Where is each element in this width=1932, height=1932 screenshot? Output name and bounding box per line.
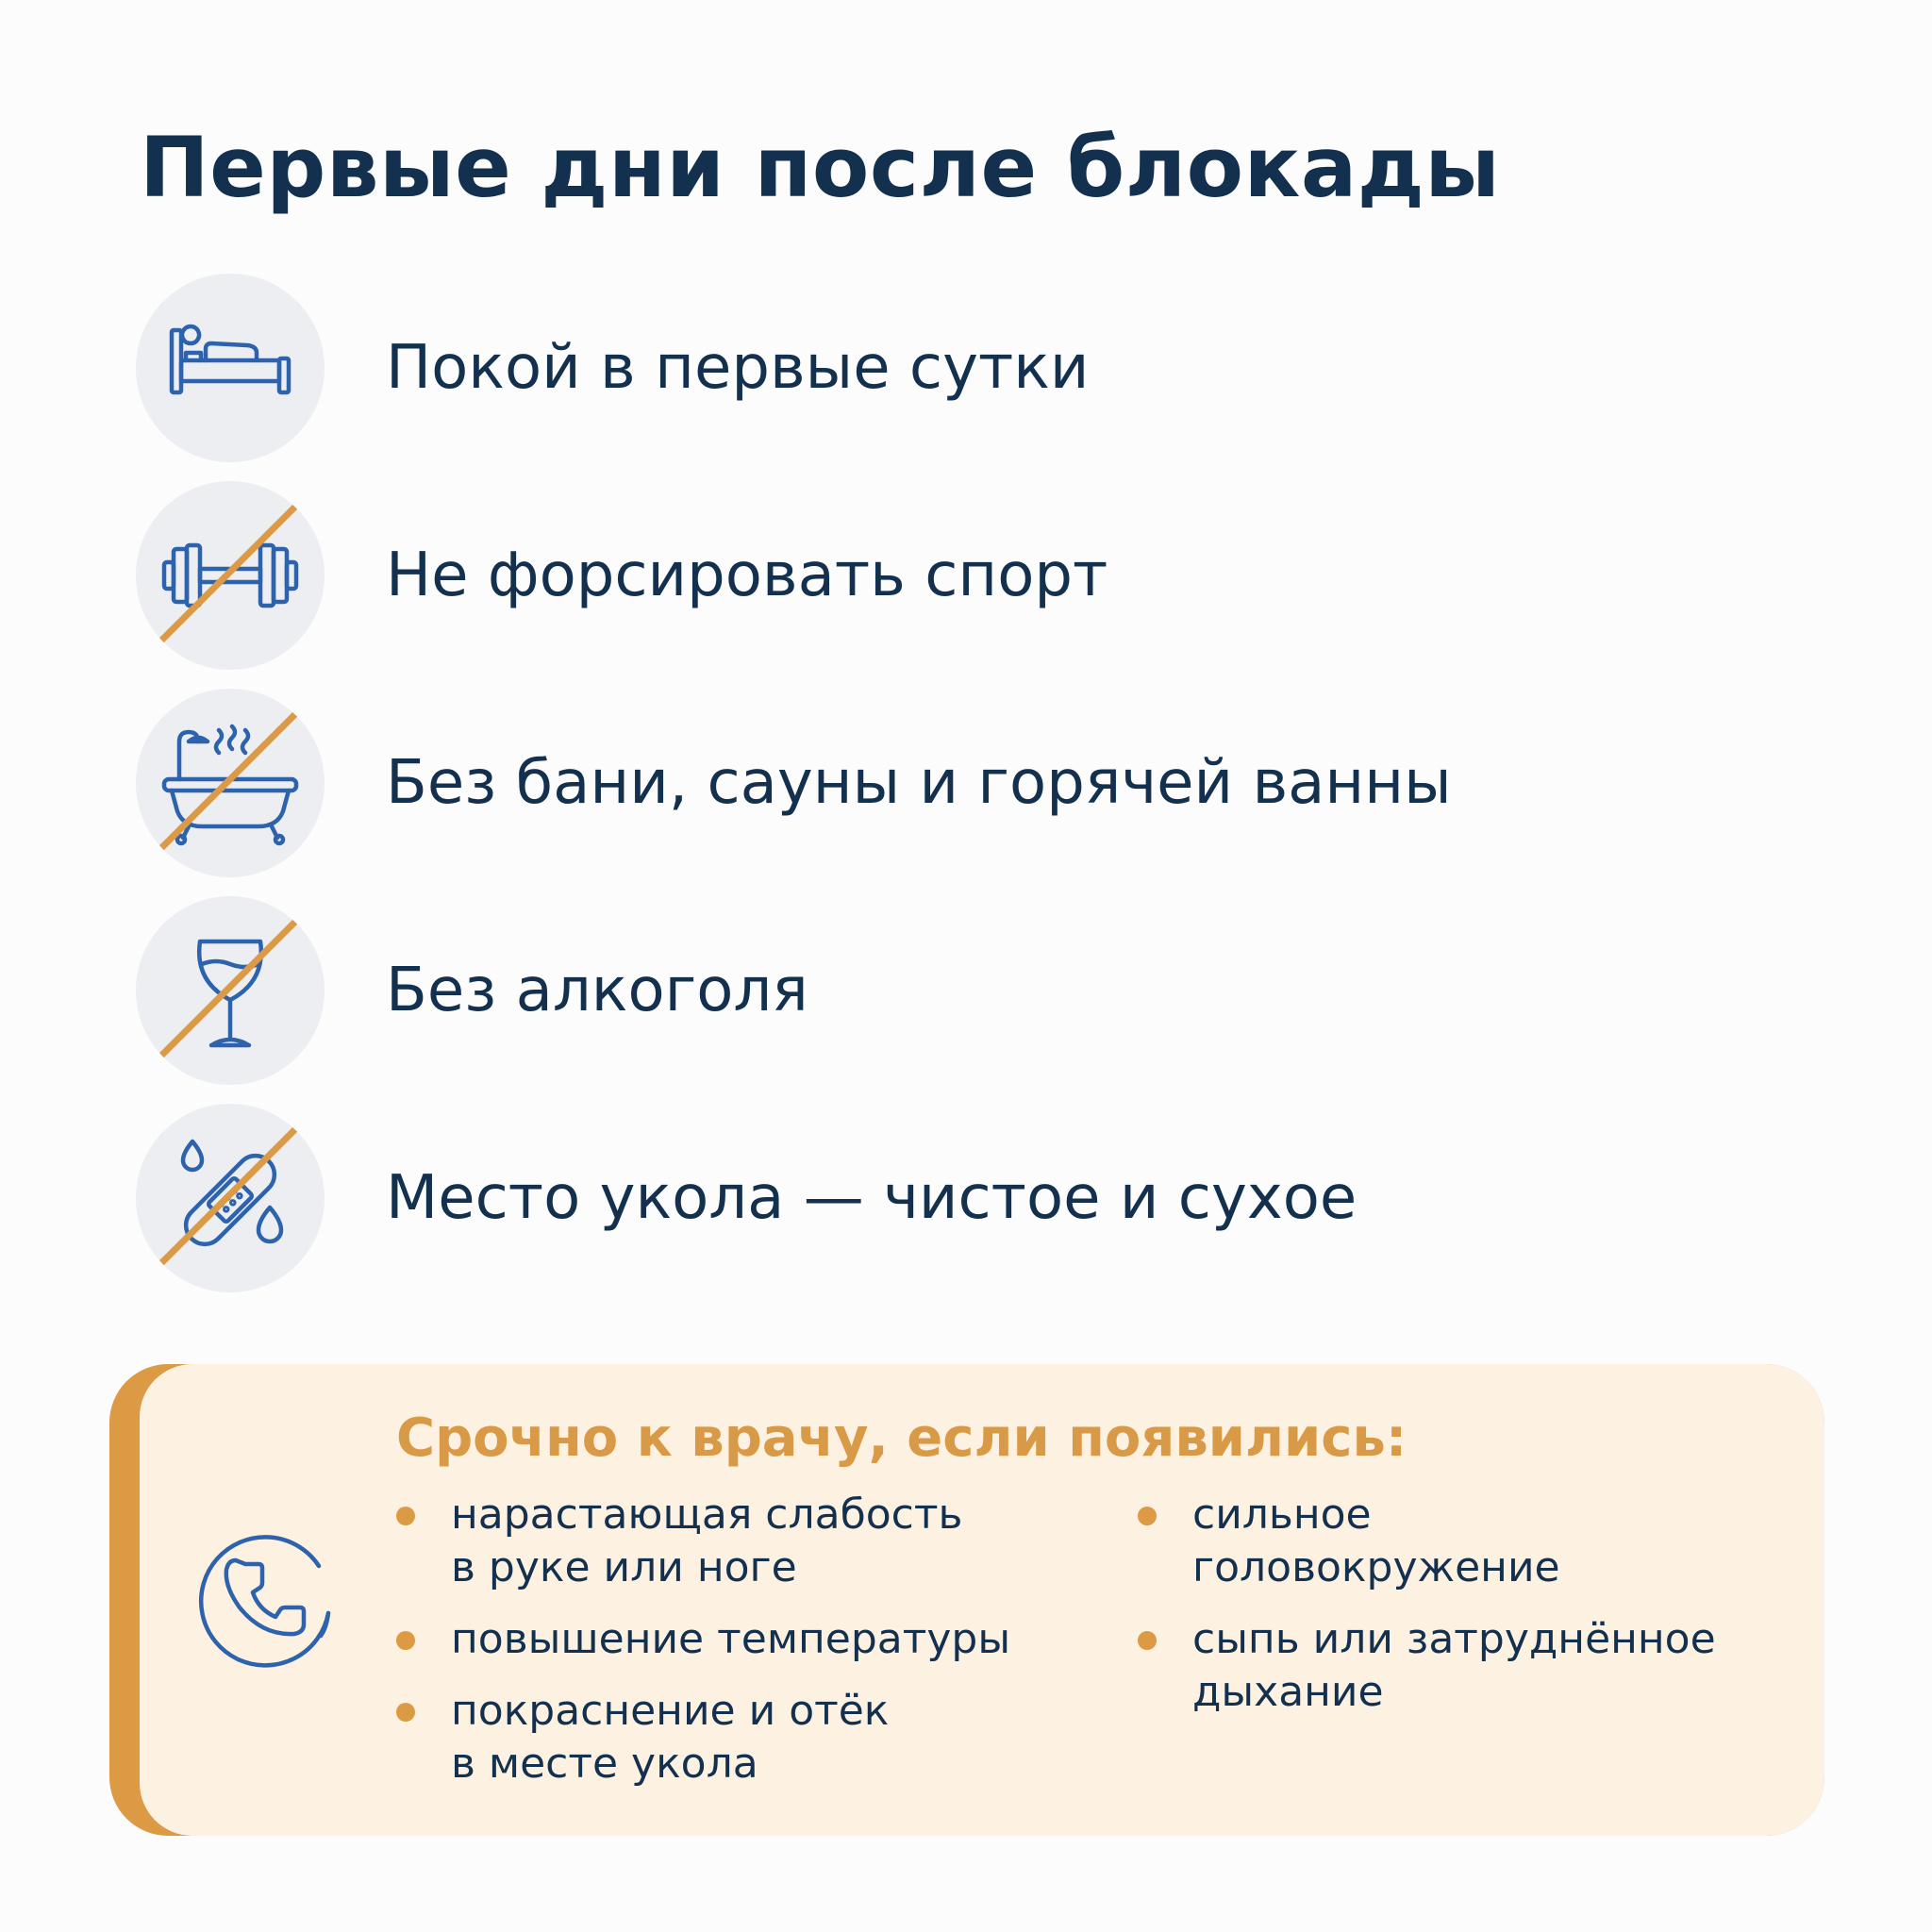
warning-item: сильное головокружение bbox=[1138, 1489, 1798, 1594]
phone-icon bbox=[196, 1530, 336, 1670]
warning-list-right bbox=[1138, 1489, 1798, 1738]
warning-item: нарастающая слабость в руке или ноге bbox=[396, 1489, 1075, 1594]
item-label: Покой в первые сутки bbox=[386, 333, 1090, 403]
bullet-icon bbox=[396, 1507, 415, 1525]
icon-circle bbox=[136, 274, 325, 462]
dumbbell-icon bbox=[136, 481, 325, 670]
warning-title: Срочно к врачу, если появились: bbox=[396, 1407, 1407, 1469]
bathtub-icon bbox=[136, 689, 325, 877]
bullet-icon bbox=[396, 1703, 415, 1722]
bullet-icon bbox=[1138, 1507, 1157, 1525]
warning-item: повышение температуры bbox=[396, 1613, 1075, 1666]
bullet-icon bbox=[396, 1631, 415, 1650]
warning-item: покраснение и отёк в месте укола bbox=[396, 1685, 1075, 1790]
icon-circle bbox=[136, 1104, 325, 1292]
item-label: Место укола — чистое и сухое bbox=[386, 1163, 1357, 1233]
wine-glass-icon bbox=[136, 896, 325, 1085]
list-item-injection-site bbox=[136, 1104, 1740, 1292]
warning-list-left bbox=[396, 1489, 1075, 1809]
page-title: Первые дни после блокады bbox=[140, 119, 1501, 216]
list-item-bath bbox=[136, 689, 1740, 877]
item-label: Не форсировать спорт bbox=[386, 541, 1108, 610]
list-item-rest bbox=[136, 274, 1740, 462]
item-label: Без бани, сауны и горячей ванны bbox=[386, 748, 1452, 818]
warning-item: сыпь или затруднённое дыхание bbox=[1138, 1613, 1798, 1719]
icon-circle bbox=[136, 896, 325, 1085]
bullet-icon bbox=[1138, 1631, 1157, 1650]
list-item-sport bbox=[136, 481, 1740, 670]
list-item-alcohol bbox=[136, 896, 1740, 1085]
bed-icon bbox=[136, 274, 325, 462]
item-label: Без алкоголя bbox=[386, 956, 808, 1025]
bandage-water-icon bbox=[136, 1104, 325, 1292]
icon-circle bbox=[136, 481, 325, 670]
icon-circle bbox=[136, 689, 325, 877]
